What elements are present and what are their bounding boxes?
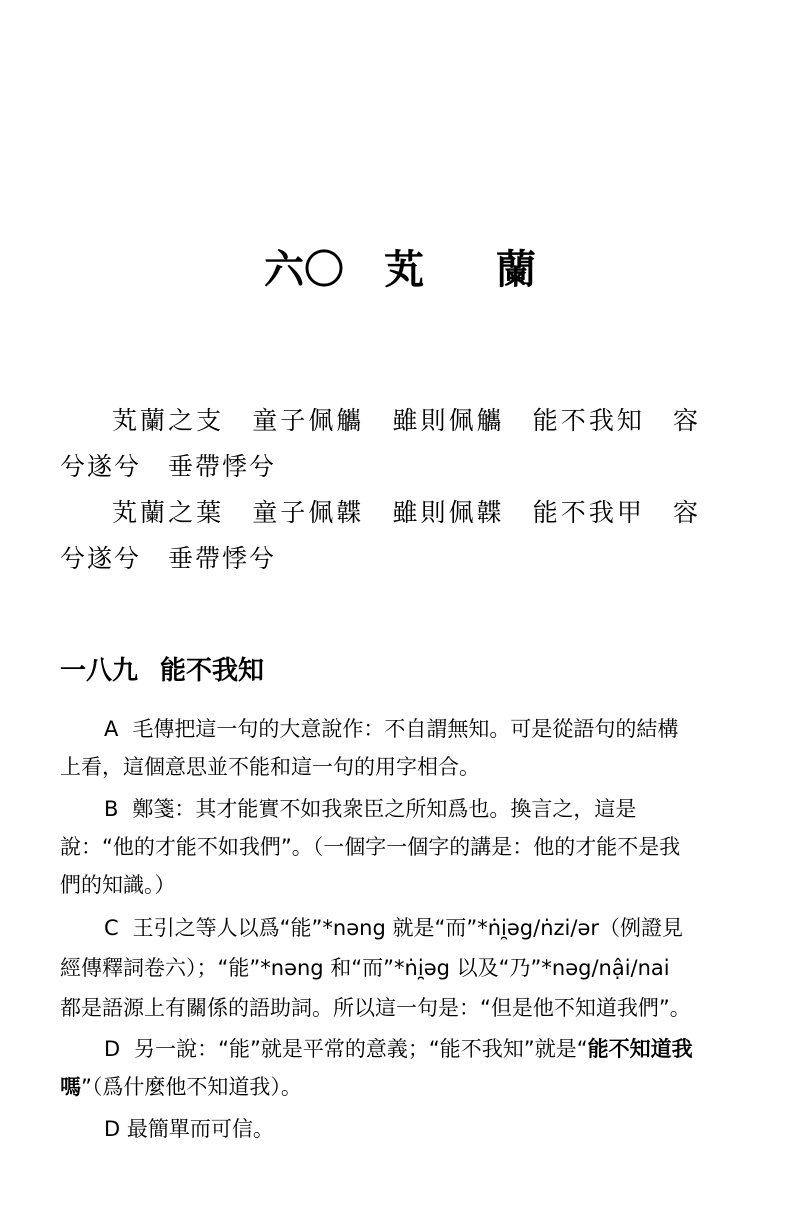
chapter-number: 六〇 xyxy=(264,247,344,293)
poem-stanza-1 xyxy=(60,398,700,490)
section-title: 能不我知 xyxy=(160,656,265,686)
paragraph-text: 毛傳把這一句的大意說作：不自謂無知。可是從語句的結構上看，這個意思並不能和這一句的用字相合。 xyxy=(60,717,679,779)
paragraph-a xyxy=(60,710,696,786)
title-char-1: 芄 xyxy=(384,247,424,293)
conclusion-text: D 最簡單而可信。 xyxy=(104,1117,274,1141)
paragraph-c xyxy=(60,908,696,1028)
paragraph-b xyxy=(60,790,696,904)
paragraph-label: C xyxy=(104,916,119,940)
paragraph-label: A xyxy=(104,717,119,741)
section-heading xyxy=(60,650,264,687)
paragraph-text-end: ”（爲什麼他不知道我）。 xyxy=(81,1075,302,1099)
paragraph-d xyxy=(60,1030,696,1106)
title-char-2: 蘭 xyxy=(496,247,536,293)
poem-line: 芄蘭之支 童子佩觿 雖則佩觿 能不我知 容兮遂兮 垂帶悸兮 xyxy=(60,406,700,481)
chapter-title xyxy=(0,238,800,295)
paragraph-text: 鄭箋：其才能實不如我衆臣之所知爲也。換言之，這是說：“他的才能不如我們”。（一個字一個字的講是：他的才能不是我們的知識。） xyxy=(60,797,681,897)
conclusion xyxy=(60,1110,696,1148)
paragraph-label: B xyxy=(104,797,119,821)
poem-stanza-2 xyxy=(60,490,700,582)
paragraph-label: D xyxy=(104,1037,121,1061)
section-number: 一八九 xyxy=(60,656,139,686)
paragraph-text: 另一說：“能”就是平常的意義；“能不我知”就是“ xyxy=(134,1037,588,1061)
paragraph-text: 王引之等人以爲“能”*nəng 就是“而”*ṅi̯əg/ṅzi/ər（例證見經傳釋詞卷六）；“能”*nəng 和“而”*ṅi̯əg 以及“乃”*nəg/nậi/nai 都是語源上有關係的語助詞。所以這一句是：“但是他不知道我們”。 xyxy=(60,916,691,1020)
paragraph-emphasis: 能不知道我嗎 xyxy=(60,1037,693,1099)
poem-line: 芄蘭之葉 童子佩韘 雖則佩韘 能不我甲 容兮遂兮 垂帶悸兮 xyxy=(60,498,700,573)
